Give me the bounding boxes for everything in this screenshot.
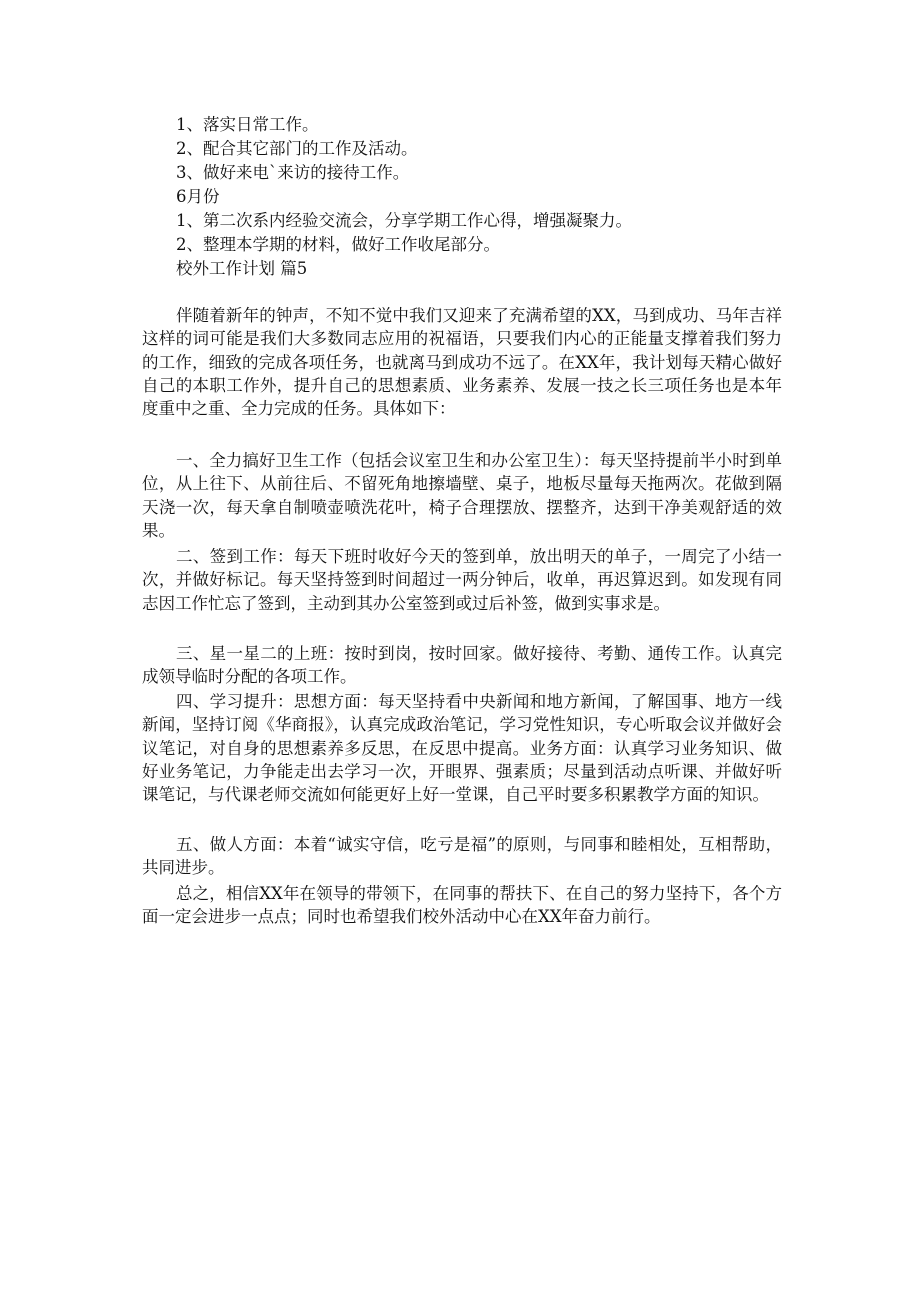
paragraph-summary: 总之，相信XX年在领导的带领下，在同事的帮扶下、在自己的努力坚持下，各个方面一定会进步一点点；同时也希望我们校外活动中心在XX年奋力前行。 [142,884,782,927]
june-item-1: 1、第二次系内经验交流会，分享学期工作心得，增强凝聚力。 [176,211,632,230]
intro-item-2: 2、配合其它部门的工作及活动。 [176,139,418,158]
paragraph-study: 四、学习提升：思想方面：每天坚持看中央新闻和地方新闻，了解国事、地方一线新闻，坚持订阅《华商报》，认真完成政治笔记，学习党性知识，专心听取会议并做好会议笔记，对自身的思想素养多反思，在反思中提高。业务方面：认真学习业务知识、做好业务笔记，力争能走出去学习一次，开眼界、强素质；尽量到活动点听课、并做好听课笔记，与代课老师交流如何能更好上好一堂课，自己平时要多积累教学方面的知识。 [142,692,782,805]
paragraph-hygiene: 一、全力搞好卫生工作（包括会议室卫生和办公室卫生）：每天坚持提前半小时到单位，从上往下、从前往后、不留死角地擦墙壁、桌子，地板尽量每天拖两次。花做到隔天浇一次，每天拿自制喷壶喷洗花叶，椅子合理摆放、摆整齐，达到干净美观舒适的效果。 [142,451,782,540]
paragraph-signin: 二、签到工作：每天下班时收好今天的签到单，放出明天的单子，一周完了小结一次，并做好标记。每天坚持签到时间超过一两分钟后，收单，再迟算迟到。如发现有同志因工作忙忘了签到，主动到其办公室签到或过后补签，做到实事求是。 [142,547,782,613]
paragraph-workdays: 三、星一星二的上班：按时到岗，按时回家。做好接待、考勤、通传工作。认真完成领导临时分配的各项工作。 [142,644,782,687]
intro-item-1: 1、落实日常工作。 [176,115,319,134]
intro-item-3: 3、做好来电`来访的接待工作。 [176,163,410,182]
month-heading: 6月份 [176,187,220,206]
paragraph-intro: 伴随着新年的钟声，不知不觉中我们又迎来了充满希望的XX，马到成功、马年吉祥这样的词可能是我们大多数同志应用的祝福语，只要我们内心的正能量支撑着我们努力的工作，细致的完成各项任务，也就离马到成功不远了。在XX年，我计划每天精心做好自己的本职工作外，提升自己的思想素质、业务素养、发展一技之长三项任务也是本年度重中之重、全力完成的任务。具体如下： [142,306,782,419]
june-item-2: 2、整理本学期的材料，做好工作收尾部分。 [176,235,500,254]
section-title: 校外工作计划 篇5 [176,259,308,278]
paragraph-conduct: 五、做人方面：本着“诚实守信，吃亏是福”的原则，与同事和睦相处，互相帮助，共同进步。 [142,835,782,878]
